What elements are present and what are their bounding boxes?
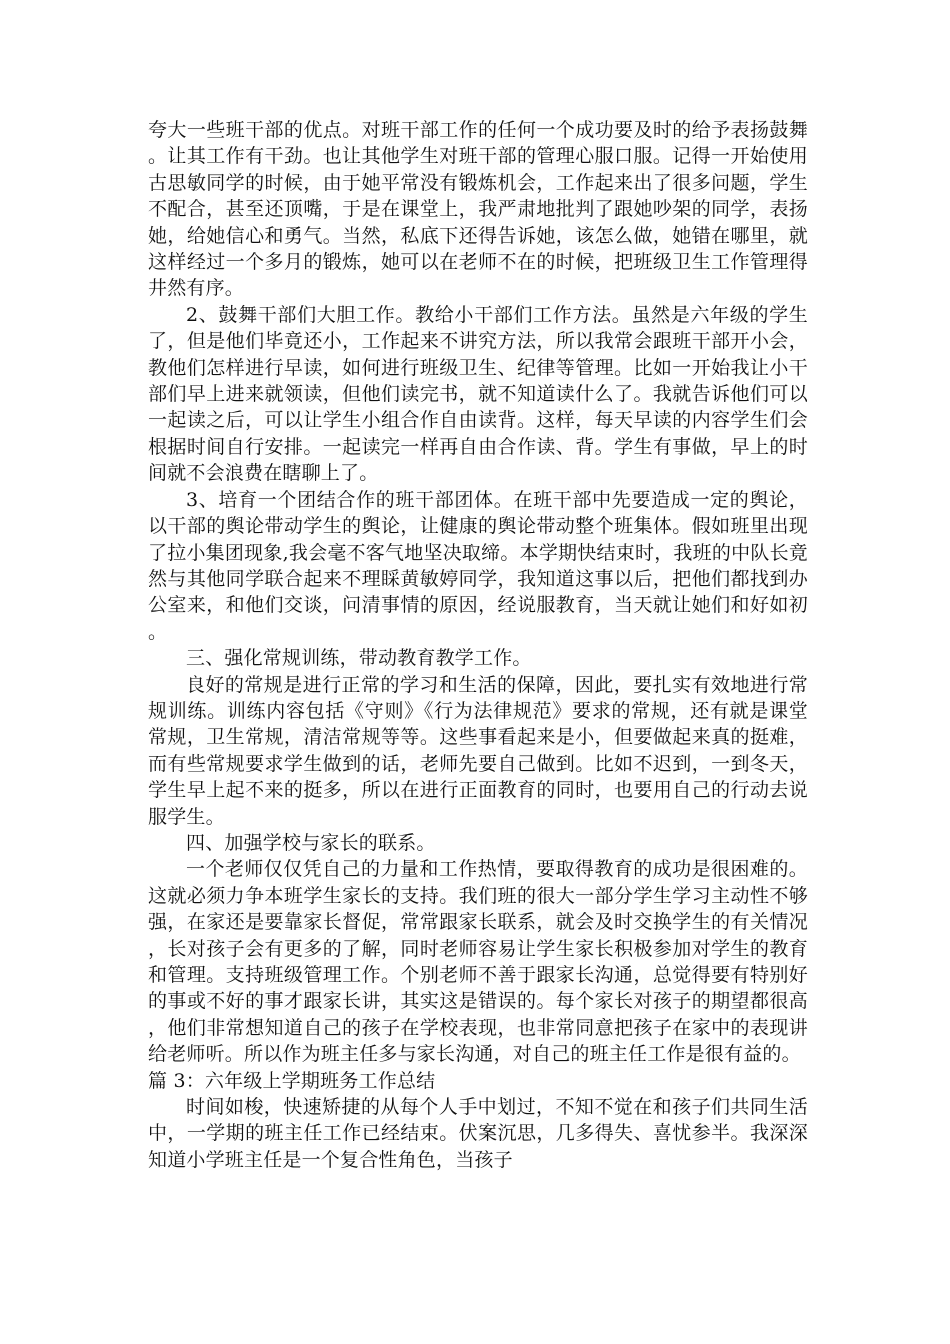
- paragraph-cultivate-team: 3、培育一个团结合作的班干部团体。在班干部中先要造成一定的舆论，以干部的舆论带动学生的舆论，让健康的舆论带动整个班集体。假如班里出现了拉小集团现象,我会毫不客气地坚决取缔。本学期快结束时，我班的中队长竟然与其他同学联合起来不理睬黄敏婷同学，我知道这事以后，把他们都找到办公室来，和他们交谈，问清事情的原因，经说服教育，当天就让她们和好如初。: [148, 488, 808, 643]
- paragraph-encourage-leaders: 2、鼓舞干部们大胆工作。教给小干部们工作方法。虽然是六年级的学生了，但是他们毕竟还小，工作起来不讲究方法，所以我常会跟班干部开小会，教他们怎样进行早读，如何进行班级卫生、纪律等管理。比如一开始我让小干部们早上进来就领读，但他们读完书，就不知道读什么了。我就告诉他们可以一起读之后，可以让学生小组合作自由读背。这样，每天早读的内容学生们会根据时间自行安排。一起读完一样再自由合作读、背。学生有事做，早上的时间就不会浪费在瞎聊上了。: [148, 303, 808, 485]
- section-heading-routine-training: 三、强化常规训练，带动教育教学工作。: [186, 647, 532, 670]
- paragraph-semester-summary: 时间如梭，快速矫捷的从每个人手中划过，不知不觉在和孩子们共同生活中，一学期的班主任工作已经结束。伏案沉思，几多得失、喜忧参半。我深深知道小学班主任是一个复合性角色，当孩子: [148, 1096, 808, 1171]
- article-heading-part-3: 篇 3：六年级上学期班务工作总结: [148, 1069, 436, 1092]
- paragraph-parent-contact: 一个老师仅仅凭自己的力量和工作热情，要取得教育的成功是很困难的。这就必须力争本班学生家长的支持。我们班的很大一部分学生学习主动性不够强，在家还是要靠家长督促，常常跟家长联系，就会及时交换学生的有关情况，长对孩子会有更多的了解，同时老师容易让学生家长积极参加对学生的教育和管理。支持班级管理工作。个别老师不善于跟家长沟通，总觉得要有特别好的事或不好的事才跟家长讲，其实这是错误的。每个家长对孩子的期望都很高，他们非常想知道自己的孩子在学校表现，也非常同意把孩子在家中的表现讲给老师听。所以作为班主任多与家长沟通，对自己的班主任工作是很有益的。: [148, 858, 808, 1066]
- section-heading-parent-contact: 四、加强学校与家长的联系。: [186, 831, 436, 854]
- paragraph-class-leaders-praise: 夸大一些班干部的优点。对班干部工作的任何一个成功要及时的给予表扬鼓舞。让其工作有干劲。也让其他学生对班干部的管理心服口服。记得一开始使用古思敏同学的时候，由于她平常没有锻炼机会，工作起来出了很多问题，学生不配合，甚至还顶嘴，于是在课堂上，我严肃地批判了跟她吵架的同学，表扬她，给她信心和勇气。当然，私底下还得告诉她，该怎么做，她错在哪里，就这样经过一个多月的锻炼，她可以在老师不在的时候，把班级卫生工作管理得井然有序。: [148, 119, 808, 300]
- document-page: [148, 117, 808, 1173]
- paragraph-routine-training: 良好的常规是进行正常的学习和生活的保障，因此，要扎实有效地进行常规训练。训练内容包括《守则》《行为法律规范》要求的常规，还有就是课堂常规，卫生常规，清洁常规等等。这些事看起来是小，但要做起来真的挺难，而有些常规要求学生做到的话，老师先要自己做到。比如不迟到，一到冬天，学生早上起不来的挺多，所以在进行正面教育的同时，也要用自己的行动去说服学生。: [148, 673, 808, 828]
